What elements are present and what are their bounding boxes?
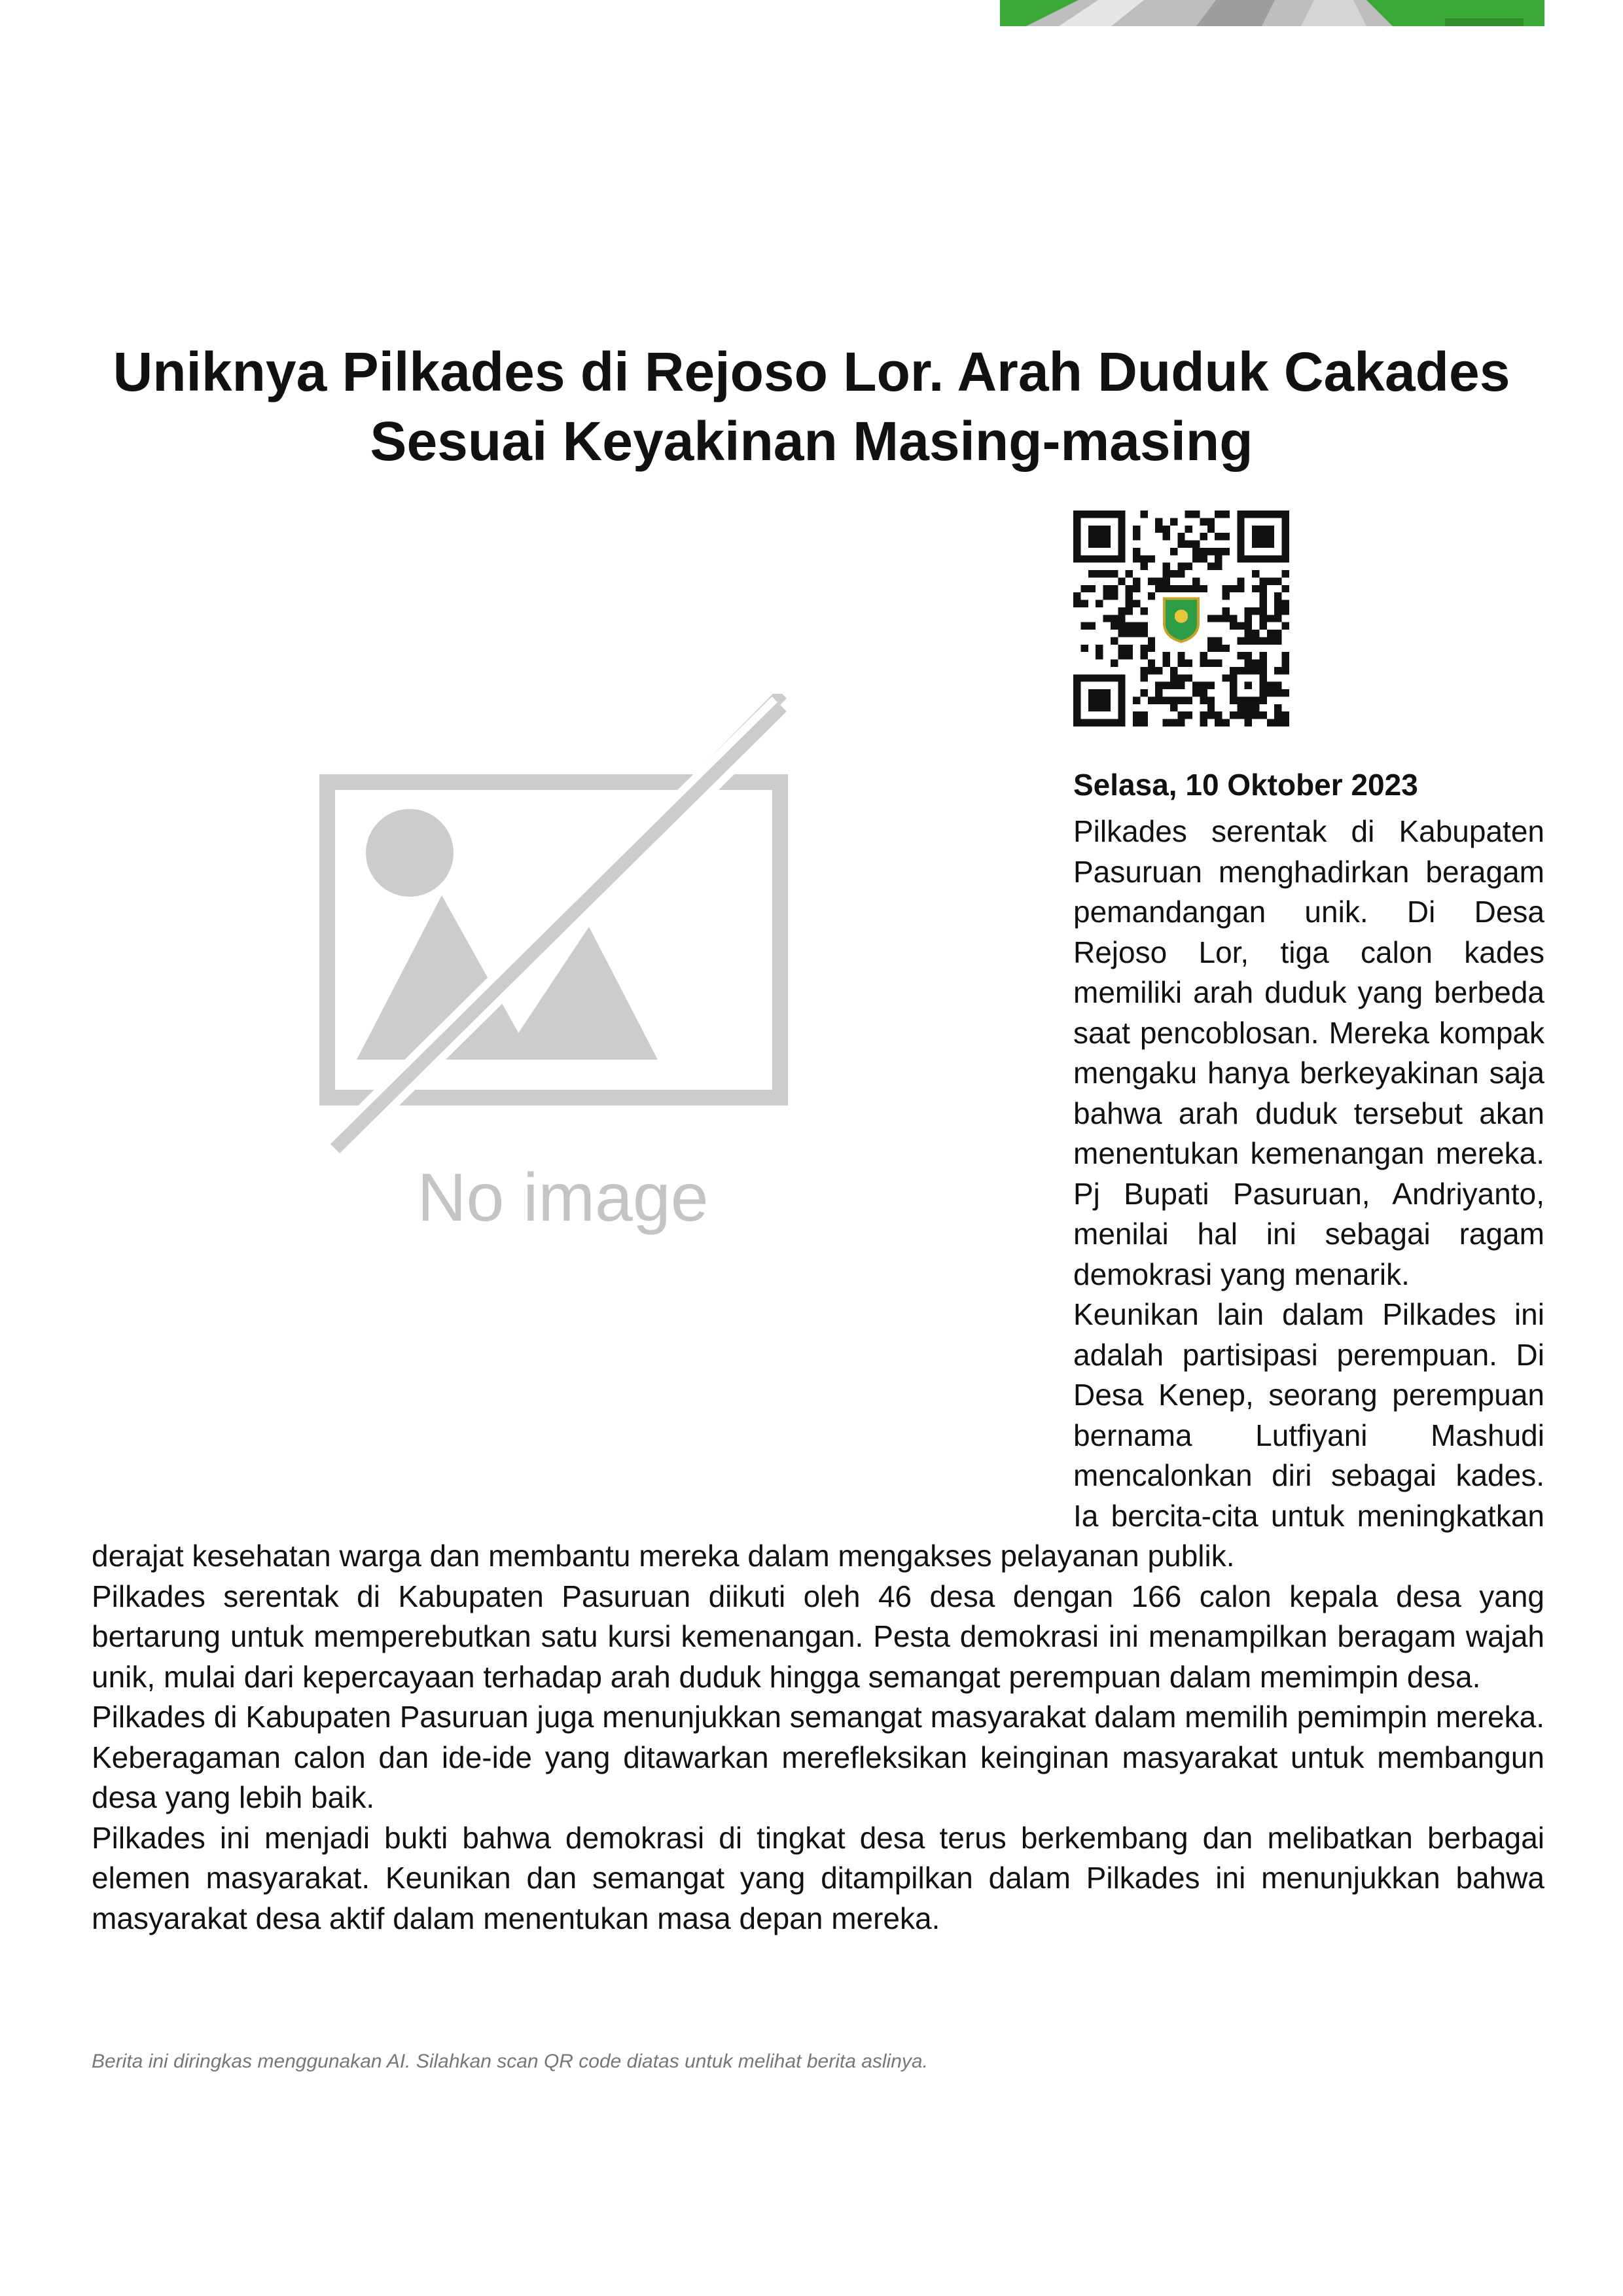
layout-spacer xyxy=(92,812,1073,1502)
paragraph: Keunikan lain dalam Pilkades ini adalah partisipasi perempuan. Di Desa Kenep, seorang perempuan bernama Lutfiyani Mashudi mencalonkan diri sebagai kades. Ia bercita-cita untuk meningkatkan derajat kesehatan warga dan membantu mereka dalam mengakses pelayanan publik. xyxy=(92,1297,1544,1573)
article-body xyxy=(92,812,1544,1939)
no-image-label: No image xyxy=(417,1160,709,1236)
paragraph: Pilkades di Kabupaten Pasuruan juga menunjukkan semangat masyarakat dalam memilih pemimpin mereka. Keberagaman calon dan ide-ide yang ditawarkan merefleksikan keinginan masyarakat untuk membangun desa yang lebih baik. xyxy=(92,1700,1544,1814)
article-date: Selasa, 10 Oktober 2023 xyxy=(1073,768,1418,802)
qr-code-icon[interactable] xyxy=(1073,511,1289,726)
paragraph: Pilkades serentak di Kabupaten Pasuruan menghadirkan beragam pemandangan unik. Di Desa Rejoso Lor, tiga calon kades memiliki arah duduk yang berbeda saat pencoblosan. Mereka kompak mengaku hanya berkeyakinan saja bahwa arah duduk tersebut akan menentukan kemenangan mereka. Pj Bupati Pasuruan, Andriyanto, menilai hal ini sebagai ragam demokrasi yang menarik. xyxy=(1073,814,1544,1291)
header-banner xyxy=(1000,0,1544,26)
page-title: Uniknya Pilkades di Rejoso Lor. Arah Duduk Cakades Sesuai Keyakinan Masing-masing xyxy=(113,341,1510,472)
ai-disclaimer: Berita ini diringkas menggunakan AI. Silahkan scan QR code diatas untuk melihat berita aslinya. xyxy=(92,2051,928,2072)
paragraph: Pilkades ini menjadi bukti bahwa demokrasi di tingkat desa terus berkembang dan melibatkan berbagai elemen masyarakat. Keunikan dan semangat yang ditampilkan dalam Pilkades ini menunjukkan bahwa masyarakat desa aktif dalam menentukan masa depan mereka. xyxy=(92,1820,1544,1935)
paragraph: Pilkades serentak di Kabupaten Pasuruan diikuti oleh 46 desa dengan 166 calon kepala desa yang bertarung untuk memperebutkan satu kursi kemenangan. Pesta demokrasi ini menampilkan beragam wajah unik, mulai dari kepercayaan terhadap arah duduk hingga semangat perempuan dalam memimpin desa. xyxy=(92,1579,1544,1694)
